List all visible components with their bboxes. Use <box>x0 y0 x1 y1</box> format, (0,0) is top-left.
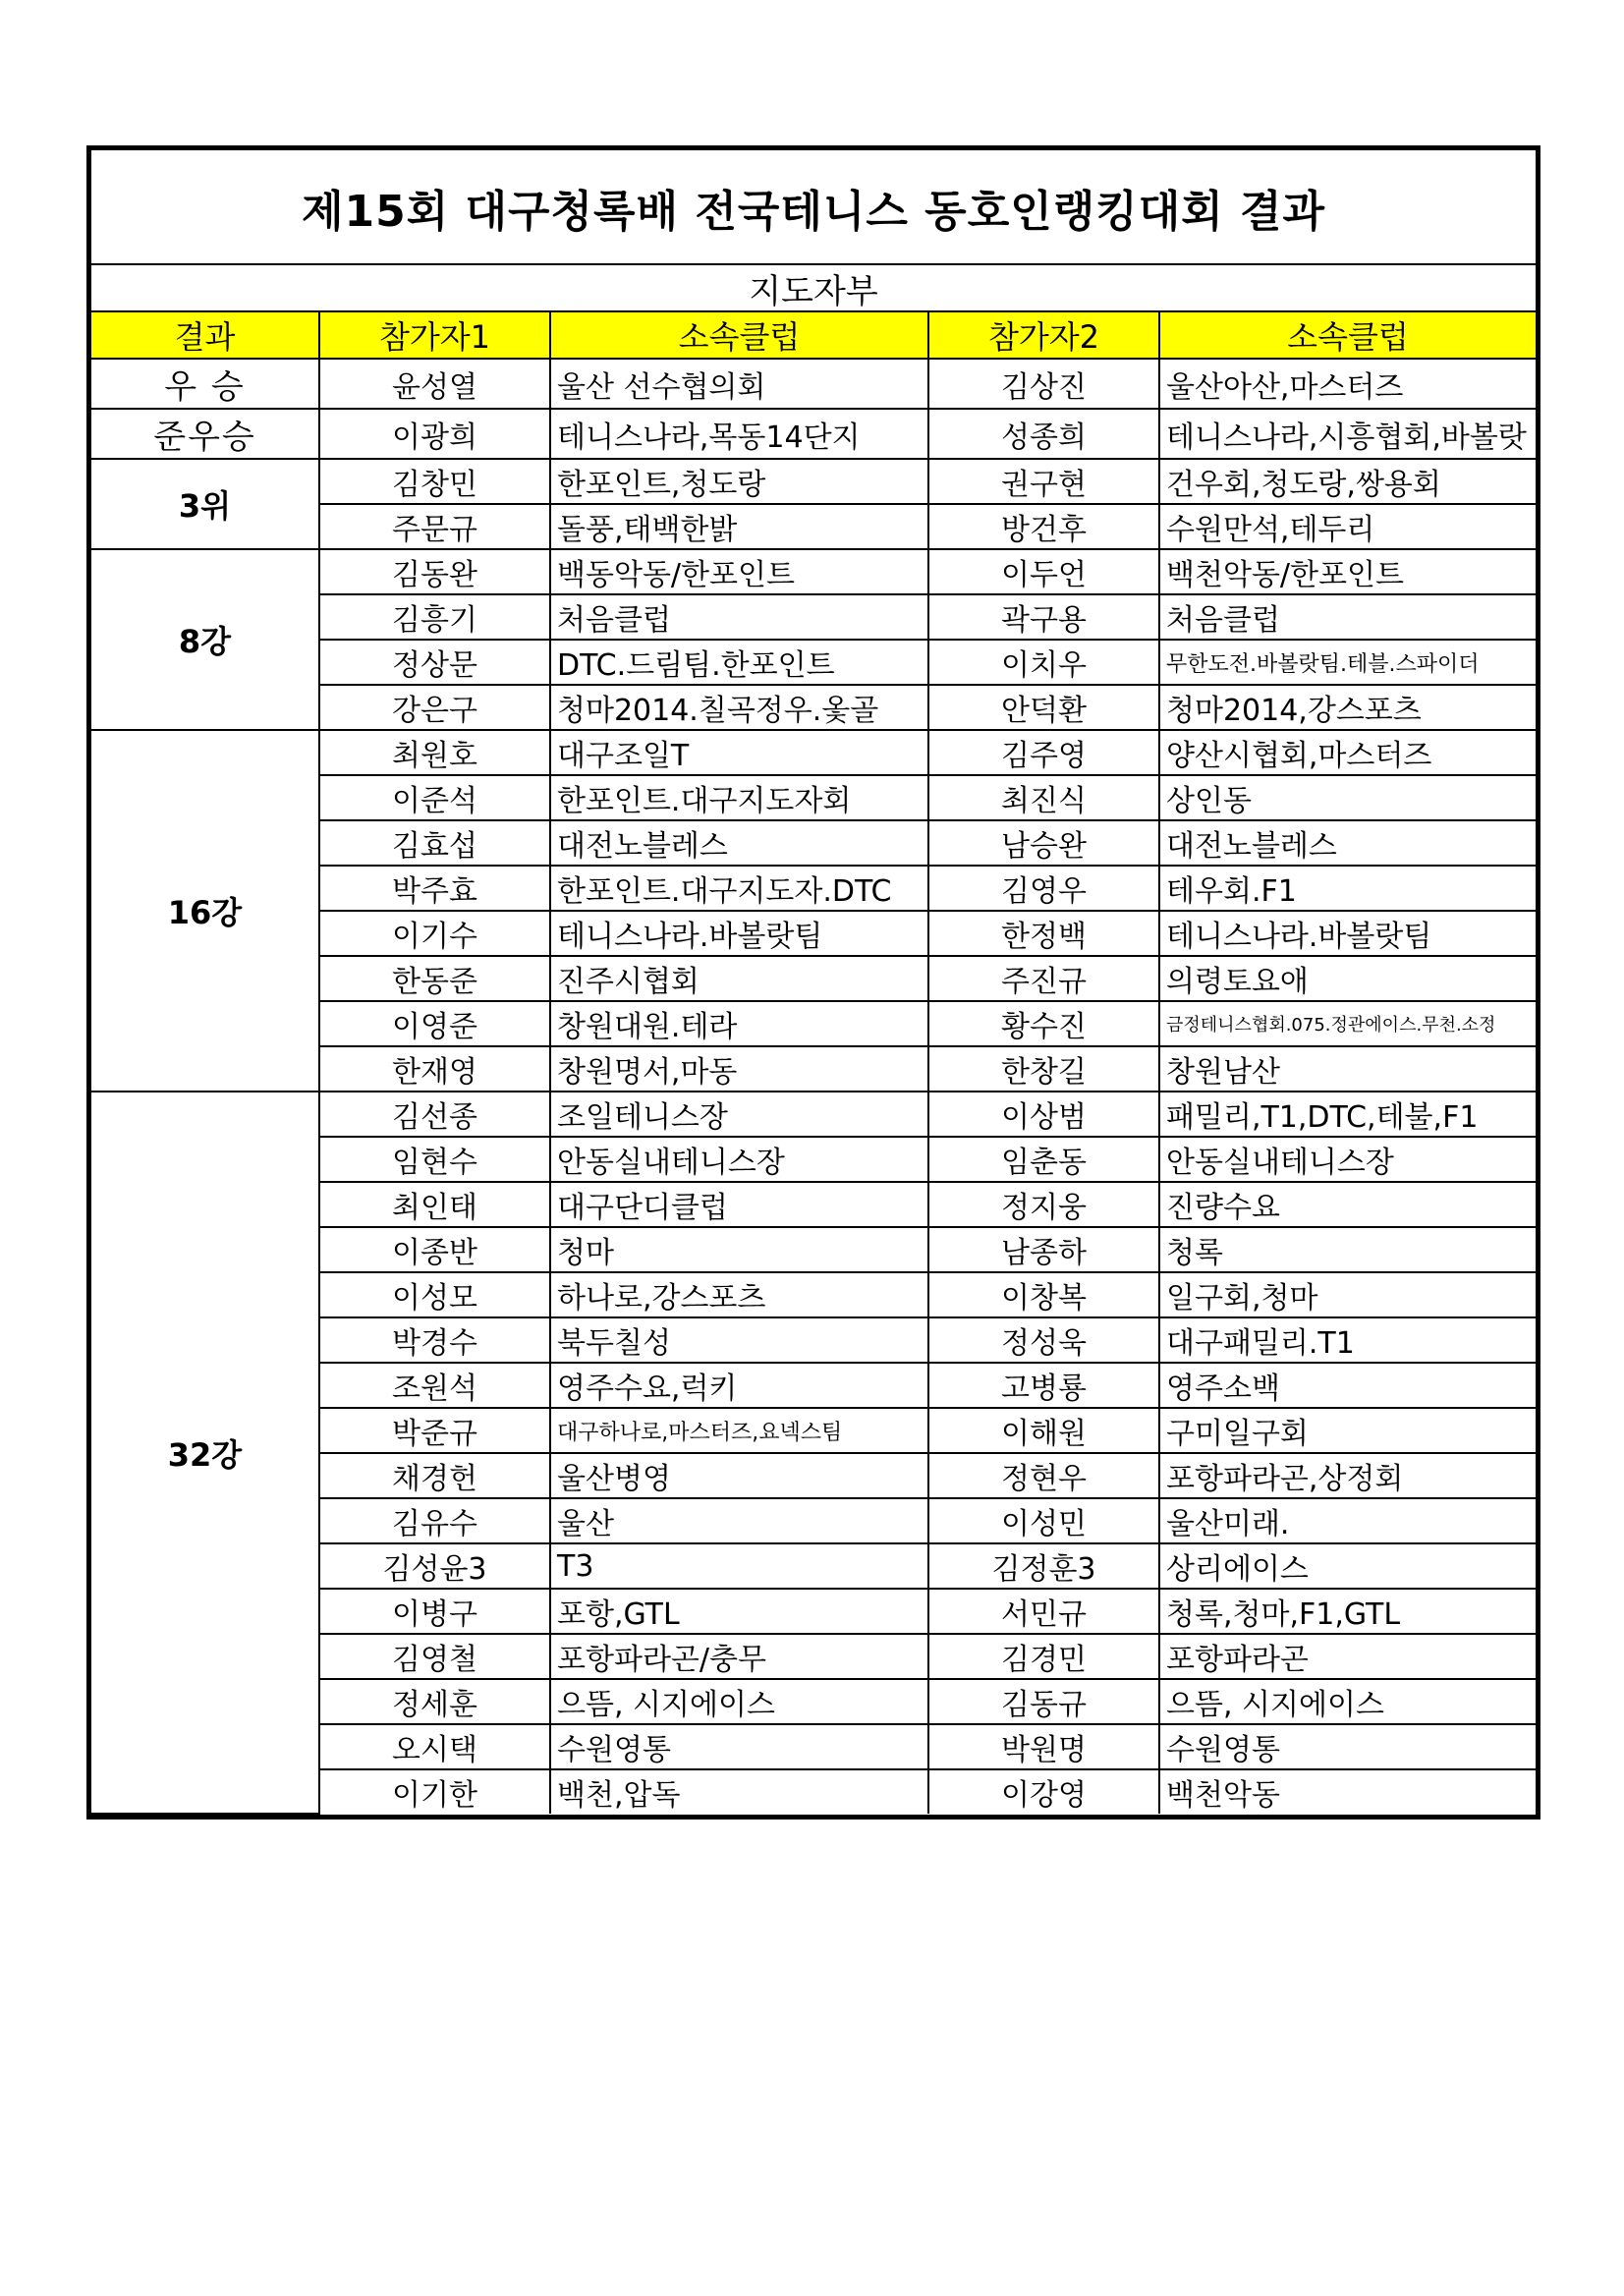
player2-cell: 정현우 <box>928 1453 1159 1498</box>
club2-cell: 상인동 <box>1159 775 1536 820</box>
club1-cell: 테니스나라,목동14단지 <box>550 409 928 459</box>
club2-cell: 영주소백 <box>1159 1363 1536 1408</box>
club2-cell: 포항파라곤 <box>1159 1634 1536 1679</box>
club1-cell: 한포인트.대구지도자.DTC <box>550 866 928 911</box>
club1-cell: 으뜸, 시지에이스 <box>550 1679 928 1724</box>
club2-cell: 금정테니스협회.075.정관에이스.무천.소정 <box>1159 1001 1536 1046</box>
club1-cell: 울산병영 <box>550 1453 928 1498</box>
player1-cell: 강은구 <box>319 685 550 730</box>
player2-cell: 성종희 <box>928 409 1159 459</box>
club2-cell: 양산시협회,마스터즈 <box>1159 730 1536 775</box>
header-club1: 소속클럽 <box>550 312 928 359</box>
club2-cell: 무한도전.바볼랏팀.테블.스파이더 <box>1159 640 1536 685</box>
club2-cell: 수원영통 <box>1159 1724 1536 1769</box>
club1-cell: 백동악동/한포인트 <box>550 549 928 594</box>
header-club2: 소속클럽 <box>1159 312 1536 359</box>
club1-cell: 청마2014.칠곡정우.옻골 <box>550 685 928 730</box>
club2-cell: 건우회,청도랑,쌍용회 <box>1159 459 1536 504</box>
club2-cell: 포항파라곤,상정회 <box>1159 1453 1536 1498</box>
player1-cell: 김영철 <box>319 1634 550 1679</box>
player1-cell: 채경헌 <box>319 1453 550 1498</box>
player2-cell: 이치우 <box>928 640 1159 685</box>
player2-cell: 이강영 <box>928 1769 1159 1814</box>
club2-cell: 일구회,청마 <box>1159 1272 1536 1317</box>
player2-cell: 이성민 <box>928 1498 1159 1543</box>
club2-cell: 처음클럽 <box>1159 594 1536 640</box>
result-cell: 준우승 <box>91 409 319 459</box>
club2-cell: 청록,청마,F1,GTL <box>1159 1589 1536 1634</box>
player2-cell: 방건후 <box>928 504 1159 549</box>
club2-cell: 테니스나라.바볼랏팀 <box>1159 911 1536 956</box>
club1-cell: 안동실내테니스장 <box>550 1137 928 1182</box>
club1-cell: 한포인트,청도랑 <box>550 459 928 504</box>
club2-cell: 창원남산 <box>1159 1046 1536 1092</box>
club1-cell: 대구단디클럽 <box>550 1182 928 1227</box>
player2-cell: 김영우 <box>928 866 1159 911</box>
player2-cell: 최진식 <box>928 775 1159 820</box>
club1-cell: 포항,GTL <box>550 1589 928 1634</box>
player1-cell: 김선종 <box>319 1092 550 1137</box>
player2-cell: 박원명 <box>928 1724 1159 1769</box>
table-row <box>91 549 1536 594</box>
results-sheet <box>86 145 1540 1820</box>
club1-cell: 울산 <box>550 1498 928 1543</box>
title-row <box>91 150 1536 265</box>
player1-cell: 김성윤3 <box>319 1543 550 1589</box>
club1-cell: 대구하나로,마스터즈,요넥스팀 <box>550 1408 928 1453</box>
player2-cell: 주진규 <box>928 956 1159 1001</box>
club1-cell: 울산 선수협의회 <box>550 359 928 409</box>
header-player1: 참가자1 <box>319 312 550 359</box>
result-cell: 3위 <box>91 459 319 549</box>
club1-cell: 창원명서,마동 <box>550 1046 928 1092</box>
player1-cell: 한동준 <box>319 956 550 1001</box>
club2-cell: 대구패밀리.T1 <box>1159 1317 1536 1363</box>
player1-cell: 윤성열 <box>319 359 550 409</box>
club1-cell: T3 <box>550 1543 928 1589</box>
player1-cell: 이영준 <box>319 1001 550 1046</box>
player2-cell: 김동규 <box>928 1679 1159 1724</box>
player1-cell: 김동완 <box>319 549 550 594</box>
player1-cell: 김흥기 <box>319 594 550 640</box>
player1-cell: 이병구 <box>319 1589 550 1634</box>
club1-cell: 처음클럽 <box>550 594 928 640</box>
club1-cell: 대전노블레스 <box>550 820 928 866</box>
club2-cell: 으뜸, 시지에이스 <box>1159 1679 1536 1724</box>
player1-cell: 정세훈 <box>319 1679 550 1724</box>
player1-cell: 박준규 <box>319 1408 550 1453</box>
player2-cell: 김정훈3 <box>928 1543 1159 1589</box>
player2-cell: 고병룡 <box>928 1363 1159 1408</box>
club2-cell: 진량수요 <box>1159 1182 1536 1227</box>
club2-cell: 청마2014,강스포츠 <box>1159 685 1536 730</box>
player2-cell: 한정백 <box>928 911 1159 956</box>
player2-cell: 이해원 <box>928 1408 1159 1453</box>
player1-cell: 이기한 <box>319 1769 550 1814</box>
club2-cell: 테우회.F1 <box>1159 866 1536 911</box>
club1-cell: 대구조일T <box>550 730 928 775</box>
player1-cell: 김효섭 <box>319 820 550 866</box>
player2-cell: 임춘동 <box>928 1137 1159 1182</box>
club2-cell: 패밀리,T1,DTC,테불,F1 <box>1159 1092 1536 1137</box>
club2-cell: 대전노블레스 <box>1159 820 1536 866</box>
player2-cell: 김상진 <box>928 359 1159 409</box>
table-row <box>91 409 1536 459</box>
header-row <box>91 312 1536 359</box>
club1-cell: 포항파라곤/충무 <box>550 1634 928 1679</box>
player1-cell: 오시택 <box>319 1724 550 1769</box>
player1-cell: 이성모 <box>319 1272 550 1317</box>
player1-cell: 최원호 <box>319 730 550 775</box>
player2-cell: 안덕환 <box>928 685 1159 730</box>
club1-cell: 청마 <box>550 1227 928 1272</box>
player1-cell: 이종반 <box>319 1227 550 1272</box>
club2-cell: 울산미래. <box>1159 1498 1536 1543</box>
result-cell: 우 승 <box>91 359 319 409</box>
player2-cell: 곽구용 <box>928 594 1159 640</box>
club1-cell: 한포인트.대구지도자회 <box>550 775 928 820</box>
club1-cell: 수원영통 <box>550 1724 928 1769</box>
club1-cell: 돌풍,태백한밝 <box>550 504 928 549</box>
section-title: 지도자부 <box>749 271 878 311</box>
player1-cell: 김유수 <box>319 1498 550 1543</box>
club1-cell: 영주수요,럭키 <box>550 1363 928 1408</box>
player2-cell: 서민규 <box>928 1589 1159 1634</box>
club2-cell: 청록 <box>1159 1227 1536 1272</box>
player2-cell: 남승완 <box>928 820 1159 866</box>
header-result: 결과 <box>91 312 319 359</box>
player2-cell: 권구현 <box>928 459 1159 504</box>
player2-cell: 황수진 <box>928 1001 1159 1046</box>
player2-cell: 이상범 <box>928 1092 1159 1137</box>
club1-cell: 하나로,강스포츠 <box>550 1272 928 1317</box>
player2-cell: 김주영 <box>928 730 1159 775</box>
club1-cell: 진주시협회 <box>550 956 928 1001</box>
club2-cell: 테니스나라,시흥협회,바볼랏 <box>1159 409 1536 459</box>
club2-cell: 의령토요애 <box>1159 956 1536 1001</box>
club2-cell: 백천악동 <box>1159 1769 1536 1814</box>
club2-cell: 수원만석,테두리 <box>1159 504 1536 549</box>
club1-cell: 조일테니스장 <box>550 1092 928 1137</box>
club2-cell: 백천악동/한포인트 <box>1159 549 1536 594</box>
player2-cell: 남종하 <box>928 1227 1159 1272</box>
player1-cell: 김창민 <box>319 459 550 504</box>
player1-cell: 주문규 <box>319 504 550 549</box>
player1-cell: 이준석 <box>319 775 550 820</box>
result-cell: 32강 <box>91 1092 319 1814</box>
results-body <box>91 359 1536 1814</box>
player1-cell: 이광희 <box>319 409 550 459</box>
table-row <box>91 1092 1536 1137</box>
player1-cell: 조원석 <box>319 1363 550 1408</box>
club1-cell: DTC.드림팀.한포인트 <box>550 640 928 685</box>
page-title: 제15회 대구청록배 전국테니스 동호인랭킹대회 결과 <box>301 186 1326 237</box>
player1-cell: 최인태 <box>319 1182 550 1227</box>
header-player2: 참가자2 <box>928 312 1159 359</box>
section-row <box>91 265 1536 312</box>
result-cell: 16강 <box>91 730 319 1092</box>
player1-cell: 임현수 <box>319 1137 550 1182</box>
result-cell: 8강 <box>91 549 319 730</box>
player1-cell: 이기수 <box>319 911 550 956</box>
player1-cell: 정상문 <box>319 640 550 685</box>
results-table <box>91 312 1536 1815</box>
table-row <box>91 459 1536 504</box>
club1-cell: 북두칠성 <box>550 1317 928 1363</box>
club1-cell: 창원대원.테라 <box>550 1001 928 1046</box>
club2-cell: 구미일구회 <box>1159 1408 1536 1453</box>
club1-cell: 테니스나라.바볼랏팀 <box>550 911 928 956</box>
player2-cell: 김경민 <box>928 1634 1159 1679</box>
club2-cell: 안동실내테니스장 <box>1159 1137 1536 1182</box>
table-row <box>91 359 1536 409</box>
club2-cell: 울산아산,마스터즈 <box>1159 359 1536 409</box>
player2-cell: 정성욱 <box>928 1317 1159 1363</box>
player2-cell: 이창복 <box>928 1272 1159 1317</box>
table-row <box>91 730 1536 775</box>
player1-cell: 한재영 <box>319 1046 550 1092</box>
club2-cell: 상리에이스 <box>1159 1543 1536 1589</box>
player2-cell: 이두언 <box>928 549 1159 594</box>
player1-cell: 박경수 <box>319 1317 550 1363</box>
player1-cell: 박주효 <box>319 866 550 911</box>
player2-cell: 한창길 <box>928 1046 1159 1092</box>
player2-cell: 정지웅 <box>928 1182 1159 1227</box>
club1-cell: 백천,압독 <box>550 1769 928 1814</box>
